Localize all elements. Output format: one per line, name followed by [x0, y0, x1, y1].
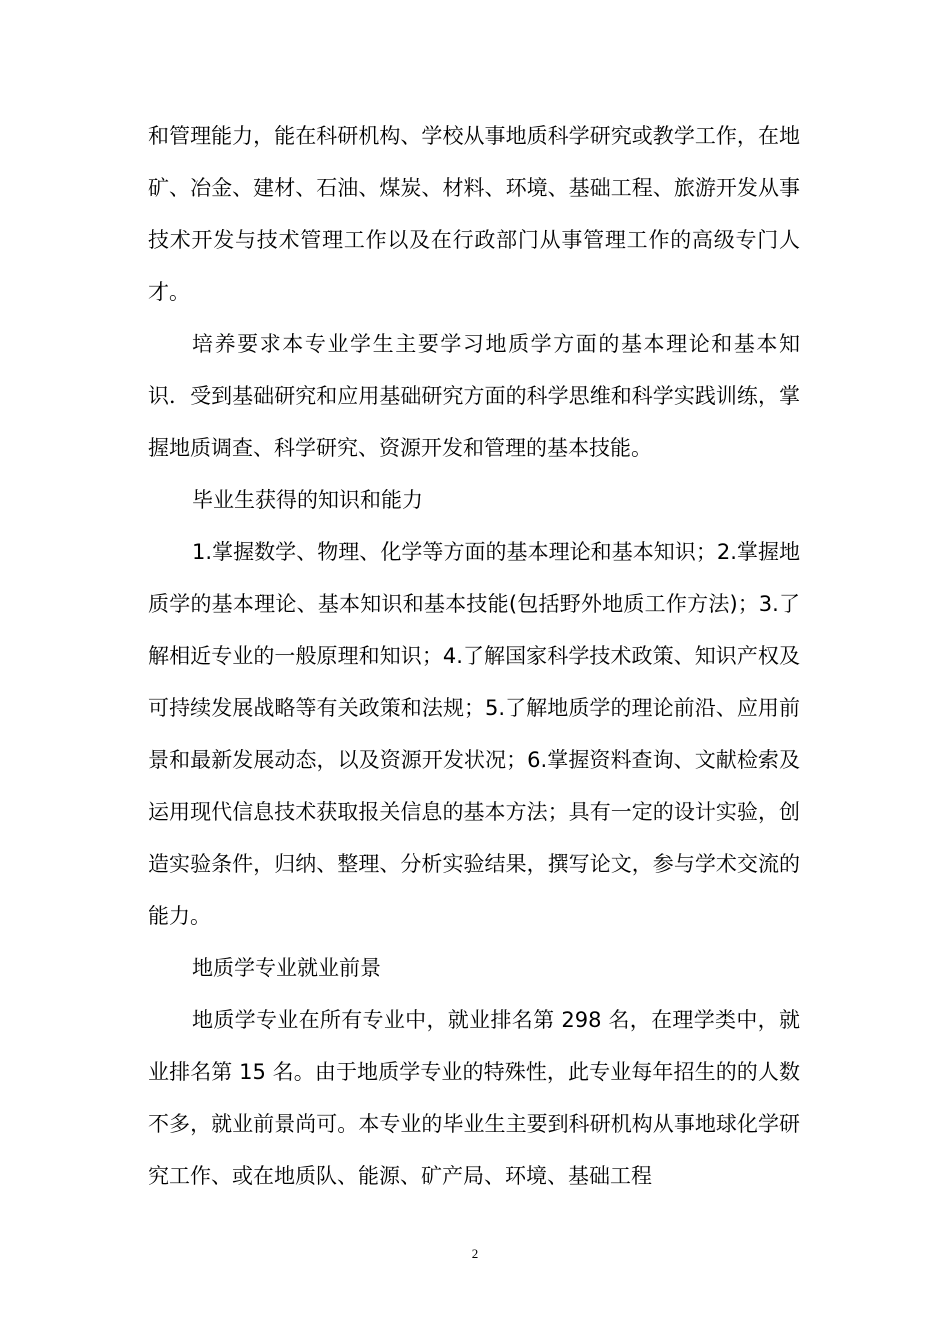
paragraph-training-requirements: 培养要求本专业学生主要学习地质学方面的基本理论和基本知识．受到基础研究和应用基础研究方面的科学思维和科学实践训练，掌握地质调查、科学研究、资源开发和管理的基本技能。	[148, 332, 800, 460]
paragraph-knowledge-list: 1.掌握数学、物理、化学等方面的基本理论和基本知识；2.掌握地质学的基本理论、基本知识和基本技能(包括野外地质工作方法)；3.了解相近专业的一般原理和知识；4.了解国家科学技术政策、知识产权及可持续发展战略等有关政策和法规；5.了解地质学的理论前沿、应用前景和最新发展动态，以及资源开发状况；6.掌握资料查询、文献检索及运用现代信息技术获取报关信息的基本方法；具有一定的设计实验，创造实验条件，归纳、整理、分析实验结果，撰写论文，参与学术交流的能力。	[148, 540, 800, 928]
document-body	[148, 110, 800, 1202]
paragraph-continuation: 和管理能力，能在科研机构、学校从事地质科学研究或教学工作，在地矿、冶金、建材、石油、煤炭、材料、环境、基础工程、旅游开发从事技术开发与技术管理工作以及在行政部门从事管理工作的高级专门人才。	[148, 124, 800, 304]
heading-graduate-knowledge: 毕业生获得的知识和能力	[192, 488, 423, 512]
heading-employment-prospects: 地质学专业就业前景	[192, 956, 381, 980]
paragraph-employment-ranking: 地质学专业在所有专业中，就业排名第 298 名，在理学类中，就业排名第 15 名。由于地质学专业的特殊性，此专业每年招生的的人数不多，就业前景尚可。本专业的毕业生主要到科研机构从事地球化学研究工作、或在地质队、能源、矿产局、环境、基础工程	[148, 1008, 800, 1188]
page-number: 2	[471, 1246, 479, 1261]
